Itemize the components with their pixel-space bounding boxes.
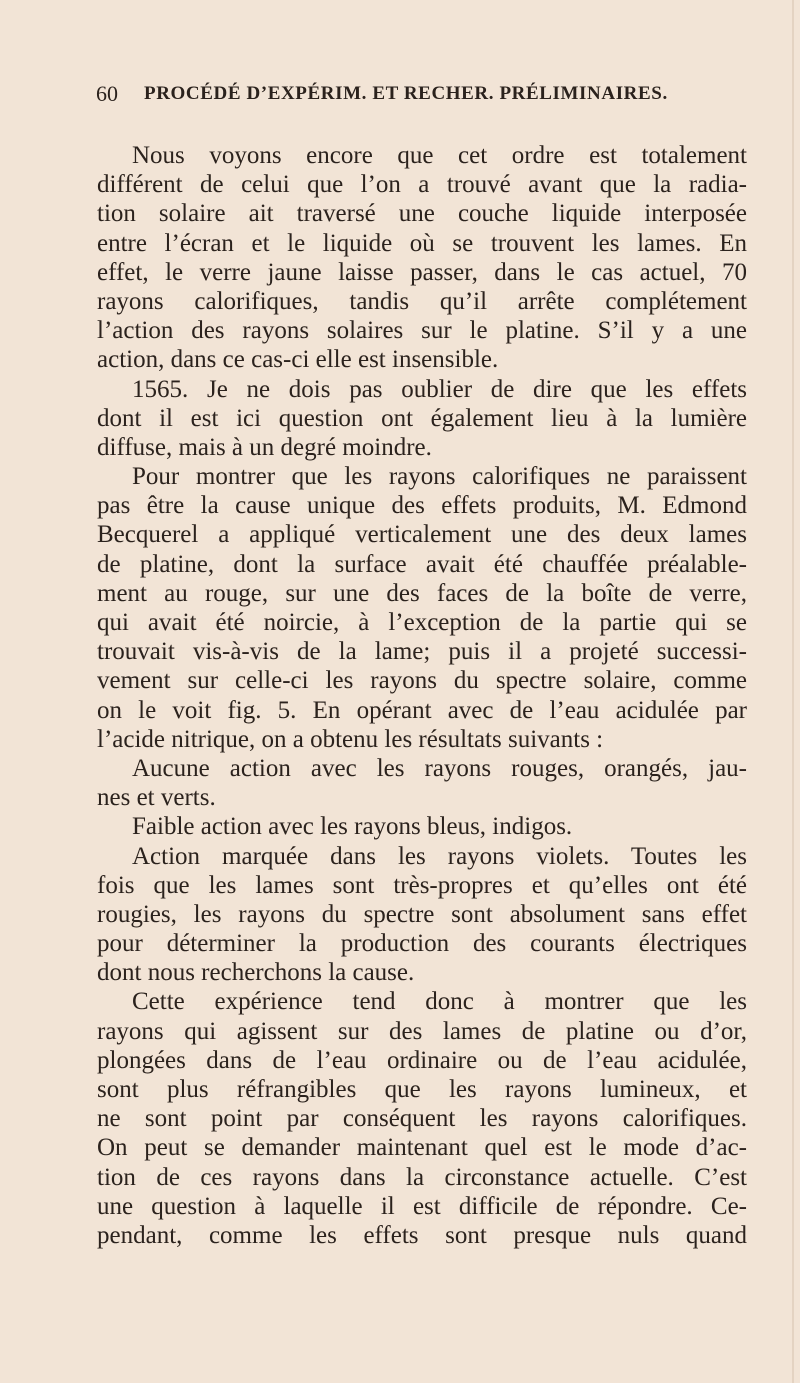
text-line: pour déterminer la production des courants électriques [97,930,747,958]
text-line: tion de ces rayons dans la circonstance actuelle. C’est [97,1163,747,1191]
text-line: action, dans ce cas-ci elle est insensible. [97,346,499,374]
text-line: Cette expérience tend donc à montrer que les [132,988,747,1016]
text-line: fois que les lames sont très-propres et qu’elles ont été [97,871,747,899]
running-header [96,80,716,108]
text-line: ne sont point par conséquent les rayons calorifiques. [97,1105,747,1133]
text-line: ment au rouge, sur une des faces de la boîte de verre, [97,579,747,607]
text-line: plongées dans de l’eau ordinaire ou de l’eau acidulée, [97,1046,747,1074]
text-line: Pour montrer que les rayons calorifiques ne paraissent [132,463,747,491]
page-number: 60 [96,81,118,106]
text-line: Aucune action avec les rayons rouges, orangés, jau- [132,754,747,782]
text-line: effet, le verre jaune laisse passer, dans le cas actuel, 70 [97,258,747,286]
text-line: trouvait vis-à-vis de la lame; puis il a projeté successi- [97,638,747,666]
text-line: On peut se demander maintenant quel est le mode d’ac- [97,1134,747,1162]
text-line: Action marquée dans les rayons violets. Toutes les [132,842,747,870]
text-line: nes et verts. [97,784,216,812]
text-line: qui avait été noircie, à l’exception de la partie qui se [97,609,747,636]
text-line: l’action des rayons solaires sur le platine. S’il y a une [97,317,747,345]
text-line: l’acide nitrique, on a obtenu les résultats suivants : [97,725,604,753]
text-line: pas être la cause unique des effets produits, M. Edmond [97,492,747,520]
text-line: rayons qui agissent sur des lames de platine ou d’or, [97,1017,747,1045]
text-line: Faible action avec les rayons bleus, indigos. [132,813,573,841]
text-line: entre l’écran et le liquide où se trouvent les lames. En [97,229,747,257]
text-line: tion solaire ait traversé une couche liquide interposée [97,200,747,228]
text-line: 1565. Je ne dois pas oublier de dire que les effets [132,375,747,403]
text-line: différent de celui que l’on a trouvé avant que la radia- [97,171,747,199]
text-line: diffuse, mais à un degré moindre. [97,433,432,461]
text-line: sont plus réfrangibles que les rayons lumineux, et [97,1076,747,1103]
text-line: rougies, les rayons du spectre sont absolument sans effet [97,900,747,928]
text-line: de platine, dont la surface avait été chauffée préalable- [97,550,747,578]
text-line: pendant, comme les effets sont presque nuls quand [97,1221,747,1249]
text-line: rayons calorifiques, tandis qu’il arrête complétement [97,287,747,315]
text-line: Nous voyons encore que cet ordre est totalement [132,142,747,169]
body-text [97,141,747,1250]
text-line: Becquerel a appliqué verticalement une des deux lames [97,521,747,549]
text-line: vement sur celle-ci les rayons du spectre solaire, comme [97,667,747,695]
text-line: dont il est ici question ont également lieu à la lumière [97,404,747,432]
text-line: dont nous recherchons la cause. [97,959,415,987]
text-line: une question à laquelle il est difficile de répondre. Ce- [97,1192,747,1220]
running-title: PROCÉDÉ D’EXPÉRIM. ET RECHER. PRÉLIMINAIRES. [144,83,668,104]
text-line: on le voit fig. 5. En opérant avec de l’eau acidulée par [97,696,747,724]
page-edge [792,0,794,1383]
